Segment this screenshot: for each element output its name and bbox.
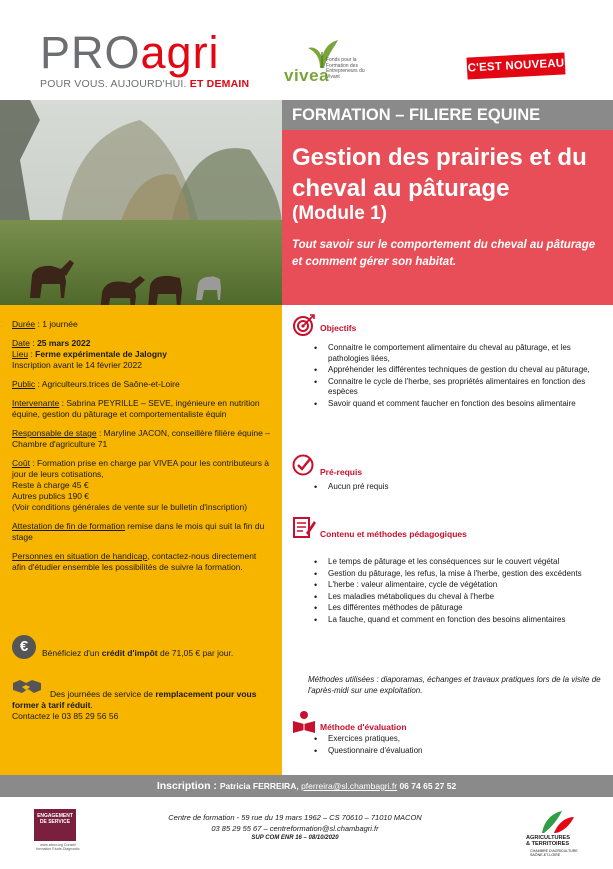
list-item: • Exercices pratiques,: [314, 734, 604, 745]
list-item: • Connaitre le cycle de l'herbe, ses propriétés alimentaires en fonction des espèces: [314, 377, 604, 398]
list-item: • Aucun pré requis: [314, 482, 604, 493]
tax-credit-bold: crédit d'impôt: [101, 648, 158, 658]
methods-text: Méthodes utilisées : diaporamas, échanges et travaux pratiques lors de la visite de l'après-midi sur une exploitation.: [308, 675, 601, 695]
vivea-tagline: Fonds pour la Formation des Entrepreneurs du Vivant: [326, 57, 365, 80]
program-panel: [282, 305, 613, 775]
document-reference: SUP COM ENR 16 – 08/10/2020: [251, 835, 339, 841]
tax-credit-post: de 71,05 € par jour.: [157, 648, 234, 658]
page-footer: [0, 797, 613, 869]
date-label: Date: [12, 338, 30, 348]
inscription-bar: [0, 775, 613, 797]
reader-book-icon: [292, 710, 316, 734]
cost-others: Autres publics 190 €: [12, 491, 90, 501]
hero-panel: [282, 100, 613, 305]
objectives-list: [314, 343, 604, 410]
evaluation-list: [314, 734, 604, 757]
location-value: Ferme expérimentale de Jalogny: [35, 349, 167, 359]
list-item: • Gestion du pâturage, les refus, la mise à l'herbe, gestion des excédents: [314, 569, 604, 580]
center-address: Centre de formation - 59 rue du 19 mars 1962 – CS 70610 – 71010 MACON: [168, 813, 422, 822]
list-item: • La fauche, quand et comment en fonction des besoins alimentaires: [314, 615, 604, 626]
vivea-logo: [284, 38, 374, 88]
manager-line: [12, 428, 270, 450]
trainer-label: Intervenante: [12, 398, 60, 408]
manager-value: : Maryline JACON, conseillère filière équine – Chambre d'agriculture 71: [12, 428, 270, 449]
list-item: • Les différentes méthodes de pâturage: [314, 603, 604, 614]
inscription-contact-name: Patricia FERREIRA,: [219, 781, 302, 791]
date-block: Date : 25 mars 2022 Lieu : Ferme expérimentale de Jalogny Inscription avant le 14 février 2022: [12, 338, 270, 371]
check-circle-icon: [292, 453, 316, 477]
list-item: • Questionnaire d'évaluation: [314, 746, 604, 757]
euro-icon: €: [12, 635, 36, 659]
cost-remaining: Reste à charge 45 €: [12, 480, 89, 490]
content-label: Contenu et méthodes pédagogiques: [320, 529, 467, 539]
list-item: • Savoir quand et comment faucher en fonction des besoins alimentaire: [314, 399, 604, 410]
chambre-line2: & TERRITOIRES: [526, 841, 570, 848]
inscription-email-link[interactable]: pferreira@sl.chambagri.fr: [301, 781, 398, 791]
prerequisites-label: Pré-requis: [320, 467, 363, 477]
brand-prefix: PRO: [40, 27, 141, 78]
public-value: : Agriculteurs.trices de Saône-et-Loire: [35, 379, 180, 389]
inscription-label: Inscription :: [156, 780, 220, 792]
training-center-info: [120, 813, 470, 842]
tagline-accent: ET DEMAIN: [189, 78, 250, 90]
handicap-value: , contactez-nous directement afin d'étudier ensemble les possibilités de suivre la formation.: [12, 551, 257, 572]
objectives-label: Objectifs: [320, 323, 357, 333]
list-item: • Appréhender les différentes techniques de gestion du cheval au pâturage,: [314, 365, 604, 376]
list-item: • Connaitre le comportement alimentaire du cheval au pâturage, et les pathologies liées,: [314, 343, 604, 364]
handicap-label: Personnes en situation de handicap: [12, 551, 148, 561]
page-header: [0, 0, 613, 100]
prerequisites-list: [314, 482, 604, 494]
tagline-plain: POUR VOUS. AUJOURD'HUI.: [40, 78, 187, 90]
pasture-illustration: [0, 100, 282, 305]
cost-block: [12, 458, 270, 513]
list-item: • Le temps de pâturage et les conséquences sur le couvert végétal: [314, 557, 604, 568]
course-module: (Module 1): [292, 203, 387, 224]
course-subtitle: Tout savoir sur le comportement du cheval au pâturage et comment gérer son habitat.: [292, 239, 596, 268]
target-icon: [292, 313, 316, 337]
duration-label: Durée: [12, 319, 36, 329]
horses-pasture-photo: [0, 100, 282, 305]
center-contact: 03 85 29 55 67 – centreformation@sl.chambagri.fr: [211, 823, 379, 833]
duration-value: : 1 journée: [35, 319, 78, 329]
manager-label: Responsable de stage: [12, 428, 97, 438]
list-item: • L'herbe : valeur alimentaire, cycle de végétation: [314, 580, 604, 591]
certificate-value: remise dans le mois qui suit la fin du stage: [12, 521, 265, 542]
formation-band: FORMATION – FILIERE EQUINE: [282, 100, 613, 130]
location-label: Lieu: [12, 349, 29, 359]
cost-conditions: (Voir conditions générales de vente sur le bulletin d'inscription): [12, 502, 248, 512]
engagement-title: ENGAGEMENT DE SERVICE: [37, 813, 73, 825]
document-pen-icon: [292, 515, 316, 539]
new-badge: [467, 45, 571, 95]
public-label: Public: [12, 379, 36, 389]
replacement-bold: remplacement pour vous former à tarif réduit: [12, 689, 257, 710]
inscription-deadline: Inscription avant le 14 février 2022: [12, 360, 142, 370]
list-item: • Les maladies métaboliques du cheval à l'herbe: [314, 592, 604, 603]
handicap-line: [12, 551, 270, 573]
engagement-subtext: www.afnor.org Conseil formation Etude-Diagnostic: [36, 843, 80, 852]
proagri-logo: [40, 27, 250, 90]
tax-credit-pre: Bénéficiez d'un: [42, 648, 102, 658]
chambre-sub: CHAMBRE D'AGRICULTURE SAÔNE-ET-LOIRE: [530, 849, 578, 858]
tax-credit-text: [42, 648, 233, 659]
trainer-value: : Sabrina PEYRILLE – SEVE, ingénieure en nutrition équine, gestion du pâturage et comportementaliste équin: [12, 398, 260, 419]
trainer-line: [12, 398, 270, 420]
cost-value: : Formation prise en charge par VIVEA pour les contributeurs à jour de leurs cotisations,: [12, 458, 270, 479]
inscription-phone: 06 74 65 27 52: [397, 781, 457, 791]
public-line: [12, 379, 270, 390]
replacement-pre: Des journées de service de: [50, 689, 156, 699]
practical-info-panel: [0, 305, 282, 775]
certificate-label: Attestation de fin de formation: [12, 521, 125, 531]
chambre-leaf-icon: [536, 805, 576, 835]
new-badge-label: C'EST NOUVEAU !: [466, 52, 565, 79]
chambre-line1: AGRICULTURES: [526, 835, 571, 841]
course-title: Gestion des prairies et du cheval au pâturage: [292, 144, 587, 202]
replacement-contact: Contactez le 03 85 29 56 56: [12, 711, 119, 721]
certificate-line: [12, 521, 270, 543]
replacement-text: [12, 689, 274, 722]
content-list: [314, 557, 604, 626]
duration-line: [12, 319, 270, 330]
chambre-text: [526, 835, 588, 848]
replacement-post: .: [90, 700, 93, 710]
cost-label: Coût: [12, 458, 30, 468]
vivea-word: vivea: [284, 66, 330, 85]
evaluation-label: Méthode d'évaluation: [320, 722, 407, 732]
chambre-agriculture-logo: [526, 803, 586, 863]
brand-accent: agri: [140, 27, 220, 78]
date-value: 25 mars 2022: [37, 338, 91, 348]
engagement-service-logo: [34, 809, 76, 841]
